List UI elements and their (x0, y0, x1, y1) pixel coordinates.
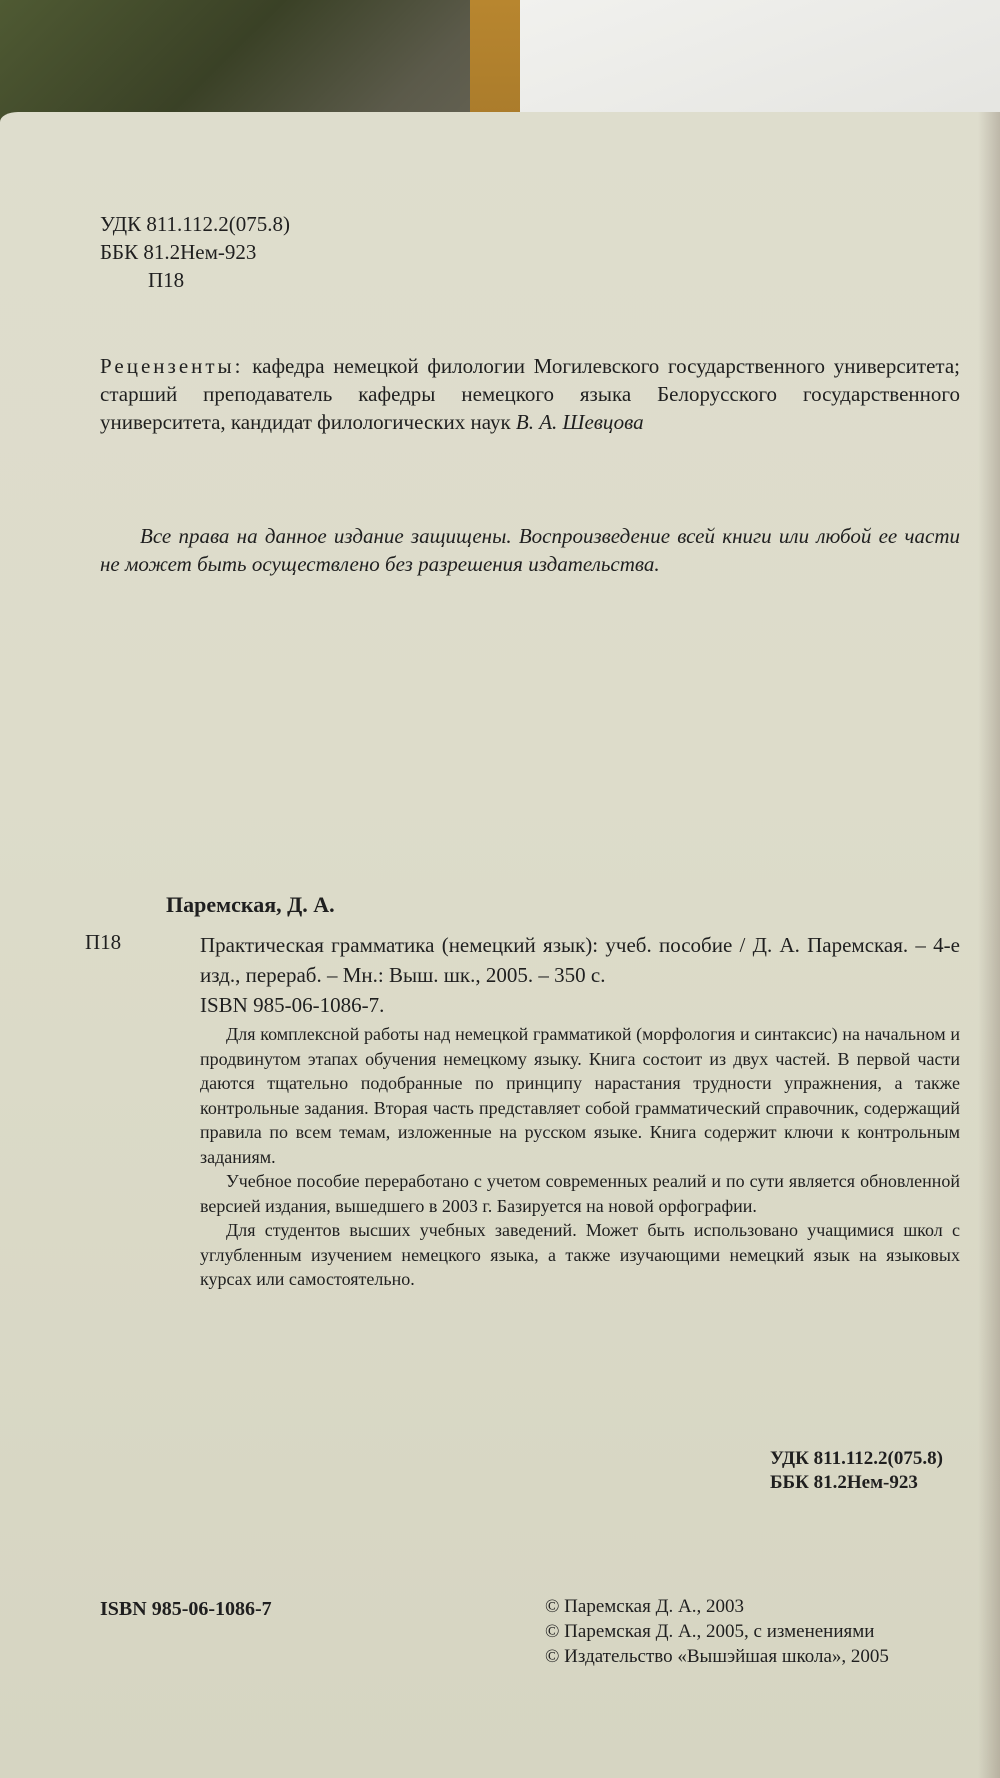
book-page (0, 112, 1000, 1778)
reviewers-text: кафедра немецкой филологии Могилевского государственного университета; старший преподаватель кафедры немецкого языка Белорусского государственного университета, кандидат филологических наук (100, 354, 961, 434)
catalog-author: Паремская, Д. А. (166, 892, 335, 917)
rights-notice: Все права на данное издание защищены. Воспроизведение всей книги или любой ее части не может быть осуществлено без разрешения издательства. (100, 524, 960, 576)
udk-code-bottom: УДК 811.112.2(075.8) (770, 1448, 943, 1469)
copyright-line: © Паремская Д. А., 2005, с изменениями (545, 1621, 875, 1642)
abstract-paragraph: Для комплексной работы над немецкой грамматикой (морфология и синтаксис) на начальном и продвинутом этапах обучения немецкому языку. Книга состоит из двух частей. В первой части даются тщательно подобранные по принципу нарастания трудности упражнения, а также контрольные задания. Вторая часть представляет собой грамматический справочник, содержащий правила по всем темам, изложенные на русском языке. Книга содержит ключи к контрольным заданиям. (200, 1024, 960, 1167)
bibliographic-description: Практическая грамматика (немецкий язык): учеб. пособие / Д. А. Паремская. – 4-е изд., перераб. – Мн.: Выш. шк., 2005. – 350 с. (200, 933, 960, 987)
classification-codes-top (100, 210, 290, 294)
reviewers-label: Рецензенты: (100, 354, 244, 378)
abstract-paragraph: Для студентов высших учебных заведений. Может быть использовано учащимися школ с углубленным изучением немецкого языка, а также изучающими немецкий язык на языковых курсах или самостоятельно. (200, 1220, 960, 1289)
catalog-isbn: ISBN 985-06-1086-7. (200, 993, 385, 1017)
catalog-code: П18 (85, 930, 122, 954)
udk-code: УДК 811.112.2(075.8) (100, 212, 291, 236)
bbk-code-bottom: ББК 81.2Нем-923 (770, 1472, 918, 1493)
author-mark: П18 (148, 268, 185, 292)
bbk-code: ББК 81.2Нем-923 (100, 240, 257, 264)
copyright-line: © Паремская Д. А., 2003 (545, 1596, 745, 1617)
reviewers-paragraph (100, 352, 960, 436)
page-edge-shadow (978, 112, 1000, 1778)
reviewer-name: В. А. Шевцова (515, 410, 644, 434)
copyright-line: © Издательство «Вышэйшая школа», 2005 (545, 1646, 889, 1667)
bibliographic-record (200, 930, 960, 1020)
isbn: ISBN 985-06-1086-7 (100, 1598, 272, 1620)
abstract (200, 1022, 960, 1292)
abstract-paragraph: Учебное пособие переработано с учетом современных реалий и по сути является обновленной версией издания, вышедшего в 2003 г. Базируется на новой орфографии. (200, 1171, 960, 1216)
copyright-block (545, 1594, 889, 1669)
classification-codes-bottom (770, 1447, 943, 1495)
